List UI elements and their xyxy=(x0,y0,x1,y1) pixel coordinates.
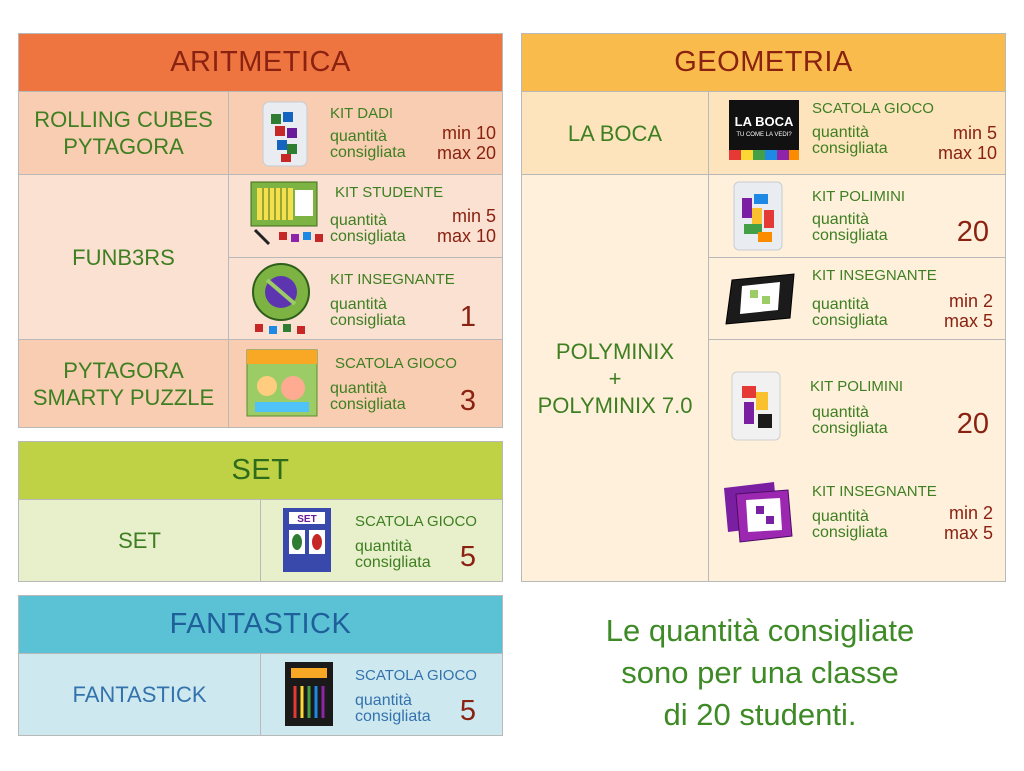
quantity-value: 20 xyxy=(956,408,989,440)
qty-line: consigliata xyxy=(330,144,406,161)
quantity-label xyxy=(812,405,888,437)
qty-line: quantità xyxy=(330,212,387,229)
game-name-line: LA BOCA xyxy=(567,120,663,146)
qty-line: quantità xyxy=(330,380,387,397)
rolling-cubes-name xyxy=(19,92,229,175)
set-name xyxy=(19,500,261,581)
qty-line: quantità xyxy=(330,128,387,145)
qty-line: quantità xyxy=(355,692,412,709)
set-panel xyxy=(18,441,503,582)
black-board-icon xyxy=(724,270,798,328)
kit-label: SCATOLA GIOCO xyxy=(355,667,477,684)
aritmetica-header xyxy=(19,34,502,92)
game-name-line: FUNB3RS xyxy=(72,244,175,270)
note-line: sono per una classe xyxy=(621,655,899,690)
qty-line: consigliata xyxy=(812,524,888,541)
quantity-label xyxy=(330,381,406,413)
qty-line: quantità xyxy=(812,296,869,313)
quantity-label xyxy=(812,509,888,541)
game-name-line: POLYMINIX xyxy=(555,338,675,364)
geometria-title: GEOMETRIA xyxy=(674,46,853,78)
quantity-range xyxy=(944,291,993,331)
funb3rs-name xyxy=(19,175,229,340)
qty-line: consigliata xyxy=(812,140,888,157)
qty-line: consigliata xyxy=(812,227,888,244)
kit-label: KIT INSEGNANTE xyxy=(330,271,455,288)
column-divider xyxy=(708,92,709,581)
quantity-range xyxy=(437,123,496,163)
pytagora-name xyxy=(19,340,229,427)
quantity-value: 1 xyxy=(459,301,476,333)
column-divider xyxy=(228,92,229,427)
quantity-label xyxy=(812,297,888,329)
kit-label: SCATOLA GIOCO xyxy=(812,100,934,117)
fantastick-title: FANTASTICK xyxy=(169,608,352,640)
qty-max: max 5 xyxy=(943,523,993,543)
qty-line: consigliata xyxy=(330,312,406,329)
qty-min: min 10 xyxy=(441,123,496,143)
aritmetica-title: ARITMETICA xyxy=(170,46,351,78)
quantity-label xyxy=(355,539,431,571)
kit-label: KIT DADI xyxy=(330,105,394,122)
game-name-line: + xyxy=(608,365,622,391)
qty-line: consigliata xyxy=(812,420,888,437)
qty-line: quantità xyxy=(355,538,412,555)
quantity-label xyxy=(330,129,406,161)
quantity-range xyxy=(437,206,496,246)
quantity-label xyxy=(812,125,888,157)
game-name-line: SMARTY PUZZLE xyxy=(32,384,215,410)
fantastick-name xyxy=(19,654,261,735)
polymini-bag-icon xyxy=(730,180,788,254)
qty-max: max 10 xyxy=(436,226,496,246)
qty-line: quantità xyxy=(812,124,869,141)
fantastick-header xyxy=(19,596,502,654)
qty-min: min 2 xyxy=(948,503,993,523)
quantity-value: 3 xyxy=(459,385,476,417)
qty-line: consigliata xyxy=(330,228,406,245)
kit-label: KIT INSEGNANTE xyxy=(812,267,937,284)
game-name-line: PYTAGORA xyxy=(63,134,184,159)
qty-max: max 10 xyxy=(937,143,997,163)
kit-label: KIT INSEGNANTE xyxy=(812,483,937,500)
set-title: SET xyxy=(231,454,290,486)
box-subtitle: TU COME LA VEDI? xyxy=(736,132,792,138)
student-board-icon xyxy=(249,180,329,248)
polyminix-name xyxy=(522,175,709,581)
aritmetica-panel xyxy=(18,33,503,428)
quantity-range xyxy=(944,503,993,543)
qty-line: quantità xyxy=(812,508,869,525)
qty-line: consigliata xyxy=(330,396,406,413)
set-box-icon xyxy=(281,506,333,574)
note-line: di 20 studenti. xyxy=(663,697,857,732)
qty-line: quantità xyxy=(330,296,387,313)
geometria-header xyxy=(522,34,1005,92)
teacher-board-icon xyxy=(249,262,321,336)
kit-label: KIT POLIMINI xyxy=(812,188,906,205)
dice-bag-icon xyxy=(257,100,313,170)
kit-label: SCATOLA GIOCO xyxy=(335,355,457,372)
set-header xyxy=(19,442,502,500)
qty-max: max 20 xyxy=(436,143,496,163)
qty-min: min 5 xyxy=(952,123,997,143)
fantastick-panel xyxy=(18,595,503,736)
kit-label: KIT POLIMINI xyxy=(810,378,904,395)
note-line: Le quantità consigliate xyxy=(605,613,915,648)
qty-line: consigliata xyxy=(812,312,888,329)
quantity-label xyxy=(812,212,888,244)
quantity-value: 20 xyxy=(956,216,989,248)
laboca-box-icon xyxy=(727,98,801,164)
quantity-value: 5 xyxy=(459,541,476,573)
geometria-panel xyxy=(521,33,1006,582)
qty-line: consigliata xyxy=(355,554,431,571)
qty-min: min 2 xyxy=(948,291,993,311)
qty-line: quantità xyxy=(812,211,869,228)
qty-max: max 5 xyxy=(943,311,993,331)
qty-min: min 5 xyxy=(451,206,496,226)
quantity-label xyxy=(330,213,406,245)
game-name-line: POLYMINIX 7.0 xyxy=(537,392,693,418)
kit-label: SCATOLA GIOCO xyxy=(355,513,477,530)
purple-board-icon xyxy=(722,480,794,546)
box-title: LA BOCA xyxy=(734,114,794,129)
game-name-line: PYTAGORA xyxy=(63,357,184,383)
game-name-line: SET xyxy=(118,528,161,553)
pytagora-box-icon xyxy=(245,348,319,420)
quantity-range xyxy=(938,123,997,163)
laboca-name xyxy=(522,92,709,175)
svg-text:SET: SET xyxy=(297,514,317,525)
class-size-note xyxy=(540,610,980,736)
quantity-value: 5 xyxy=(459,695,476,727)
quantity-label xyxy=(355,693,431,725)
game-name-line: ROLLING CUBES xyxy=(34,107,213,132)
game-name-line: FANTASTICK xyxy=(72,682,207,707)
kit-label: KIT STUDENTE xyxy=(335,184,444,201)
quantity-label xyxy=(330,297,406,329)
fantastick-box-icon xyxy=(283,660,335,730)
qty-line: consigliata xyxy=(355,708,431,725)
polymini-bag-2-icon xyxy=(728,370,786,444)
qty-line: quantità xyxy=(812,404,869,421)
